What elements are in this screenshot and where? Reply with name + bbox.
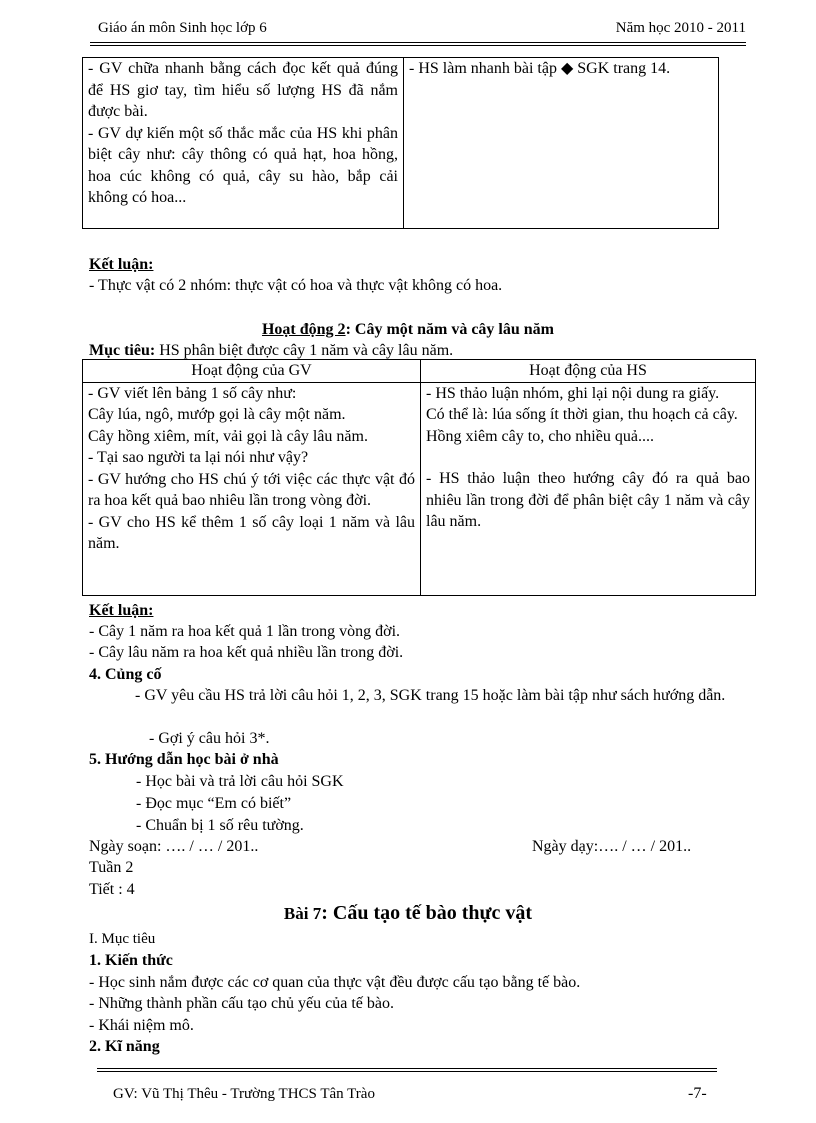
teach-date: Ngày dạy:…. / … / 201.. xyxy=(532,838,692,855)
student-step: Hồng xiêm cây to, cho nhiều quả.... xyxy=(426,427,654,445)
activity-table-continued xyxy=(82,57,719,229)
header-divider xyxy=(90,42,746,46)
activity-2-table xyxy=(82,359,756,596)
teacher-activity-cell xyxy=(83,382,421,595)
footer-teacher: GV: Vũ Thị Thêu - Trường THCS Tân Trào xyxy=(113,1086,375,1102)
header-subject: Giáo án môn Sinh học lớp 6 xyxy=(98,20,267,36)
student-step: - HS thảo luận nhóm, ghi lại nội dung ra giấy. xyxy=(426,384,720,402)
objectives-heading: I. Mục tiêu xyxy=(89,931,156,947)
student-step: - HS làm nhanh bài tập ◆ SGK trang 14. xyxy=(409,60,671,77)
lesson-title xyxy=(0,902,816,925)
homework-item: - Học bài và trả lời câu hỏi SGK xyxy=(136,773,344,790)
period: Tiết : 4 xyxy=(89,881,135,898)
conclusion-2-line: - Cây 1 năm ra hoa kết quả 1 lần trong vòng đời. xyxy=(89,623,401,640)
activity-2-title: : Cây một năm và cây lâu năm xyxy=(345,321,554,338)
student-step: - HS thảo luận theo hướng cây đó ra quả bao nhiêu lần trong đời để phân biệt cây 1 năm và cây lâu năm. xyxy=(426,470,750,530)
teacher-column-header: Hoạt động của GV xyxy=(83,360,421,383)
conclusion-2-line: - Cây lâu năm ra hoa kết quả nhiều lần trong đời. xyxy=(89,644,404,661)
teacher-step: - GV dự kiến một số thắc mắc của HS khi phân biệt cây như: cây thông có quả hạt, hoa hồng, hoa cúc không có quả, cây su hào, bắp cải không có hoa... xyxy=(88,124,398,206)
section-4-title: 4. Củng cố xyxy=(89,666,162,683)
goal-label: Mục tiêu: xyxy=(89,342,156,359)
student-step: Có thể là: lúa sống ít thời gian, thu hoạch cả cây. xyxy=(426,406,738,423)
knowledge-item: - Khái niệm mô. xyxy=(89,1017,194,1034)
lesson-number: Bài 7 xyxy=(283,904,322,923)
activity-2-heading xyxy=(0,319,816,340)
student-activity-cell xyxy=(421,382,756,595)
teacher-step: - GV hướng cho HS chú ý tới việc các thực vật đó ra hoa kết quả bao nhiêu lần trong vòng đời. xyxy=(88,470,415,509)
activity-2-label: Hoạt động 2 xyxy=(261,321,346,338)
footer-divider xyxy=(97,1068,717,1072)
teacher-step: - GV viết lên bảng 1 số cây như: xyxy=(88,384,297,402)
teacher-step: Cây lúa, ngô, mướp gọi là cây một năm. xyxy=(88,406,346,423)
lesson-name: : Cấu tạo tế bào thực vật xyxy=(321,902,533,924)
section-5-title: 5. Hướng dẫn học bài ở nhà xyxy=(89,751,279,768)
teacher-step: - GV cho HS kể thêm 1 số cây loại 1 năm và lâu năm. xyxy=(88,513,415,552)
knowledge-heading: 1. Kiến thức xyxy=(89,952,173,969)
teacher-activity-cell xyxy=(83,58,404,229)
page-number: -7- xyxy=(688,1085,707,1102)
student-column-header: Hoạt động của HS xyxy=(421,360,756,383)
teacher-step: - Tại sao người ta lại nói như vậy? xyxy=(88,449,309,466)
homework-item: - Chuẩn bị 1 số rêu tường. xyxy=(136,817,304,834)
skills-heading: 2. Kĩ năng xyxy=(89,1038,160,1055)
section-4-hint: - Gợi ý câu hỏi 3*. xyxy=(149,730,270,747)
knowledge-item: - Những thành phần cấu tạo chủ yếu của tế bào. xyxy=(89,995,395,1012)
teacher-step: - GV chữa nhanh bằng cách đọc kết quả đúng để HS giơ tay, tìm hiểu số lượng HS đã nắm được bài. xyxy=(88,60,398,120)
teacher-step: Cây hồng xiêm, mít, vải gọi là cây lâu năm. xyxy=(88,427,368,445)
section-4-instruction: - GV yêu cầu HS trả lời câu hỏi 1, 2, 3, SGK trang 15 hoặc làm bài tập như sách hướng dẫn. xyxy=(135,687,726,704)
week: Tuần 2 xyxy=(89,859,134,876)
conclusion-title: Kết luận: xyxy=(89,256,154,273)
conclusion-2-title: Kết luận: xyxy=(89,602,154,619)
activity-2-goal xyxy=(89,340,453,361)
header-school-year: Năm học 2010 - 2011 xyxy=(615,20,746,36)
goal-text: HS phân biệt được cây 1 năm và cây lâu năm. xyxy=(155,342,454,359)
homework-item: - Đọc mục “Em có biết” xyxy=(136,795,292,812)
knowledge-item: - Học sinh nắm được các cơ quan của thực vật đều được cấu tạo bằng tế bào. xyxy=(89,974,581,991)
student-activity-cell xyxy=(404,58,719,229)
conclusion-text: - Thực vật có 2 nhóm: thực vật có hoa và thực vật không có hoa. xyxy=(89,277,503,294)
prep-date: Ngày soạn: …. / … / 201.. xyxy=(89,838,259,855)
